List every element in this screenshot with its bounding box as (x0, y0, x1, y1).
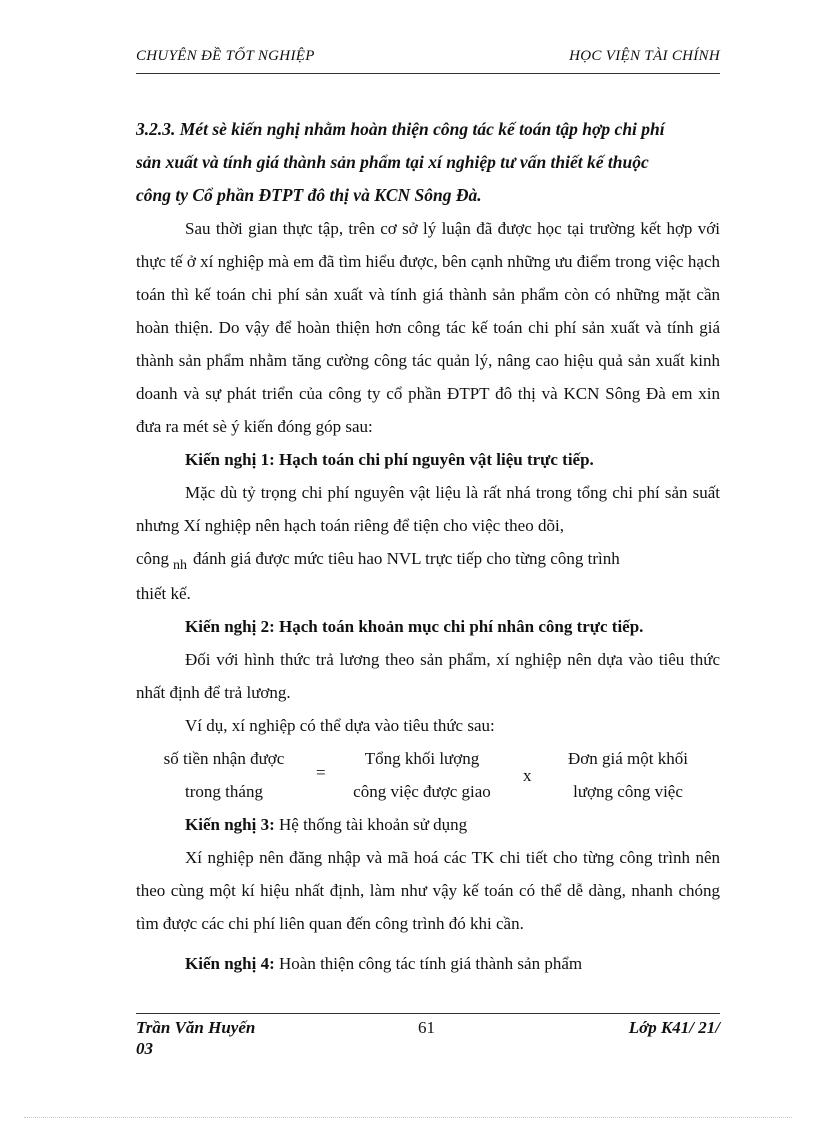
heading-line-2: sản xuất và tính giá thành sản phẩm tại xí nghiệp tư vấn thiết kế thuộc (136, 152, 649, 172)
k3-paragraph: Xí nghiệp nên đăng nhập và mã hoá các TK chi tiết cho từng công trình nên theo cùng một kí hiệu nhất định, làm như vậy kế toán có thể dễ dàng, nhanh chóng tìm được các chi phí liên quan đến công trình đó khi cần. (136, 848, 720, 933)
header-divider (136, 73, 720, 74)
k1-paragraph (136, 476, 720, 542)
k1-paragraph-line (136, 542, 720, 577)
footer-author-line-1: Trần Văn Huyến (136, 1018, 256, 1037)
heading-line-3: công ty Cổ phần ĐTPT đô thị và KCN Sông Đà. (136, 185, 482, 205)
k2-paragraph: Đối với hình thức trả lương theo sản phẩm, xí nghiệp nên dựa vào tiêu thức nhất định để trả lương. (136, 650, 720, 702)
k1-text-b-sub: nh (173, 558, 188, 573)
heading-line-1: 3.2.3. Mét sè kiến nghị nhằm hoàn thiện công tác kế toán tập hợp chi phí (136, 119, 665, 139)
footer-class: Lớp K41/ 21/ (628, 1018, 720, 1037)
k1-text-b-pre: công (136, 549, 170, 568)
page-header (136, 48, 720, 68)
page-number: 61 (418, 1018, 435, 1037)
page-bottom-dotted-line (24, 1117, 792, 1118)
formula-rhs-1: Đơn giá một khối (568, 749, 688, 768)
formula-mid-1: Tổng khối lượng (364, 749, 480, 768)
k1-text-b-post: đánh giá được mức tiêu hao NVL trực tiếp cho từng công trình (193, 549, 620, 568)
k2-example: Ví dụ, xí nghiệp có thể dựa vào tiêu thức sau: (185, 716, 495, 735)
k4-title (136, 947, 720, 980)
header-left: CHUYÊN ĐỀ TỐT NGHIỆP (136, 48, 315, 64)
salary-formula (136, 742, 720, 808)
k4-title-bold: Kiến nghị 4: (185, 954, 275, 973)
footer-divider (136, 1013, 720, 1014)
main-content (136, 113, 720, 980)
formula-lhs-1: số tiền nhận được (163, 749, 285, 768)
footer-author-line-2: 03 (136, 1039, 153, 1058)
k1-text-a: Mặc dù tỷ trọng chi phí nguyên vật liệu là rất nhá trong tổng chi phí sản suất nhưng Xí nghiệp nên hạch toán riêng để tiện cho việc theo dõi, (136, 483, 720, 535)
k3-title (136, 808, 720, 841)
formula-times: x (523, 766, 532, 785)
formula-equals: = (316, 763, 326, 782)
intro-paragraph: Sau thời gian thực tập, trên cơ sở lý luận đã được học tại trường kết hợp với thực tế ở xí nghiệp mà em đã tìm hiểu được, bên cạnh những ưu điểm trong việc hạch toán thì kế toán chi phí sản xuất và tính giá thành sản phẩm còn có những mặt cần hoàn thiện. Do vậy để hoàn thiện hơn công tác kế toán chi phí sản xuất và tính giá thành sản phẩm nhằm tăng cường công tác quản lý, nâng cao hiệu quả sản xuất kinh doanh và sự phát triển của công ty cổ phần ĐTPT đô thị và KCN Sông Đà em xin đưa ra mét sè ý kiến đóng góp sau: (136, 219, 720, 436)
k1-title: Kiến nghị 1: Hạch toán chi phí nguyên vật liệu trực tiếp. (185, 450, 594, 469)
k4-title-rest: Hoàn thiện công tác tính giá thành sản phẩm (274, 954, 583, 973)
formula-lhs-2: trong tháng (185, 782, 263, 801)
page-footer (136, 1017, 720, 1067)
k3-title-rest: Hệ thống tài khoản sử dụng (274, 815, 468, 834)
k3-title-bold: Kiến nghị 3: (185, 815, 275, 834)
header-right: HỌC VIỆN TÀI CHÍNH (569, 48, 720, 64)
formula-rhs-2: lượng công việc (573, 782, 683, 801)
section-heading (136, 113, 720, 212)
footer-author (136, 1017, 255, 1059)
formula-mid-2: công việc được giao (353, 782, 491, 801)
k1-paragraph-end: thiết kế. (136, 584, 191, 603)
k2-title: Kiến nghị 2: Hạch toán khoản mục chi phí nhân công trực tiếp. (185, 617, 644, 636)
